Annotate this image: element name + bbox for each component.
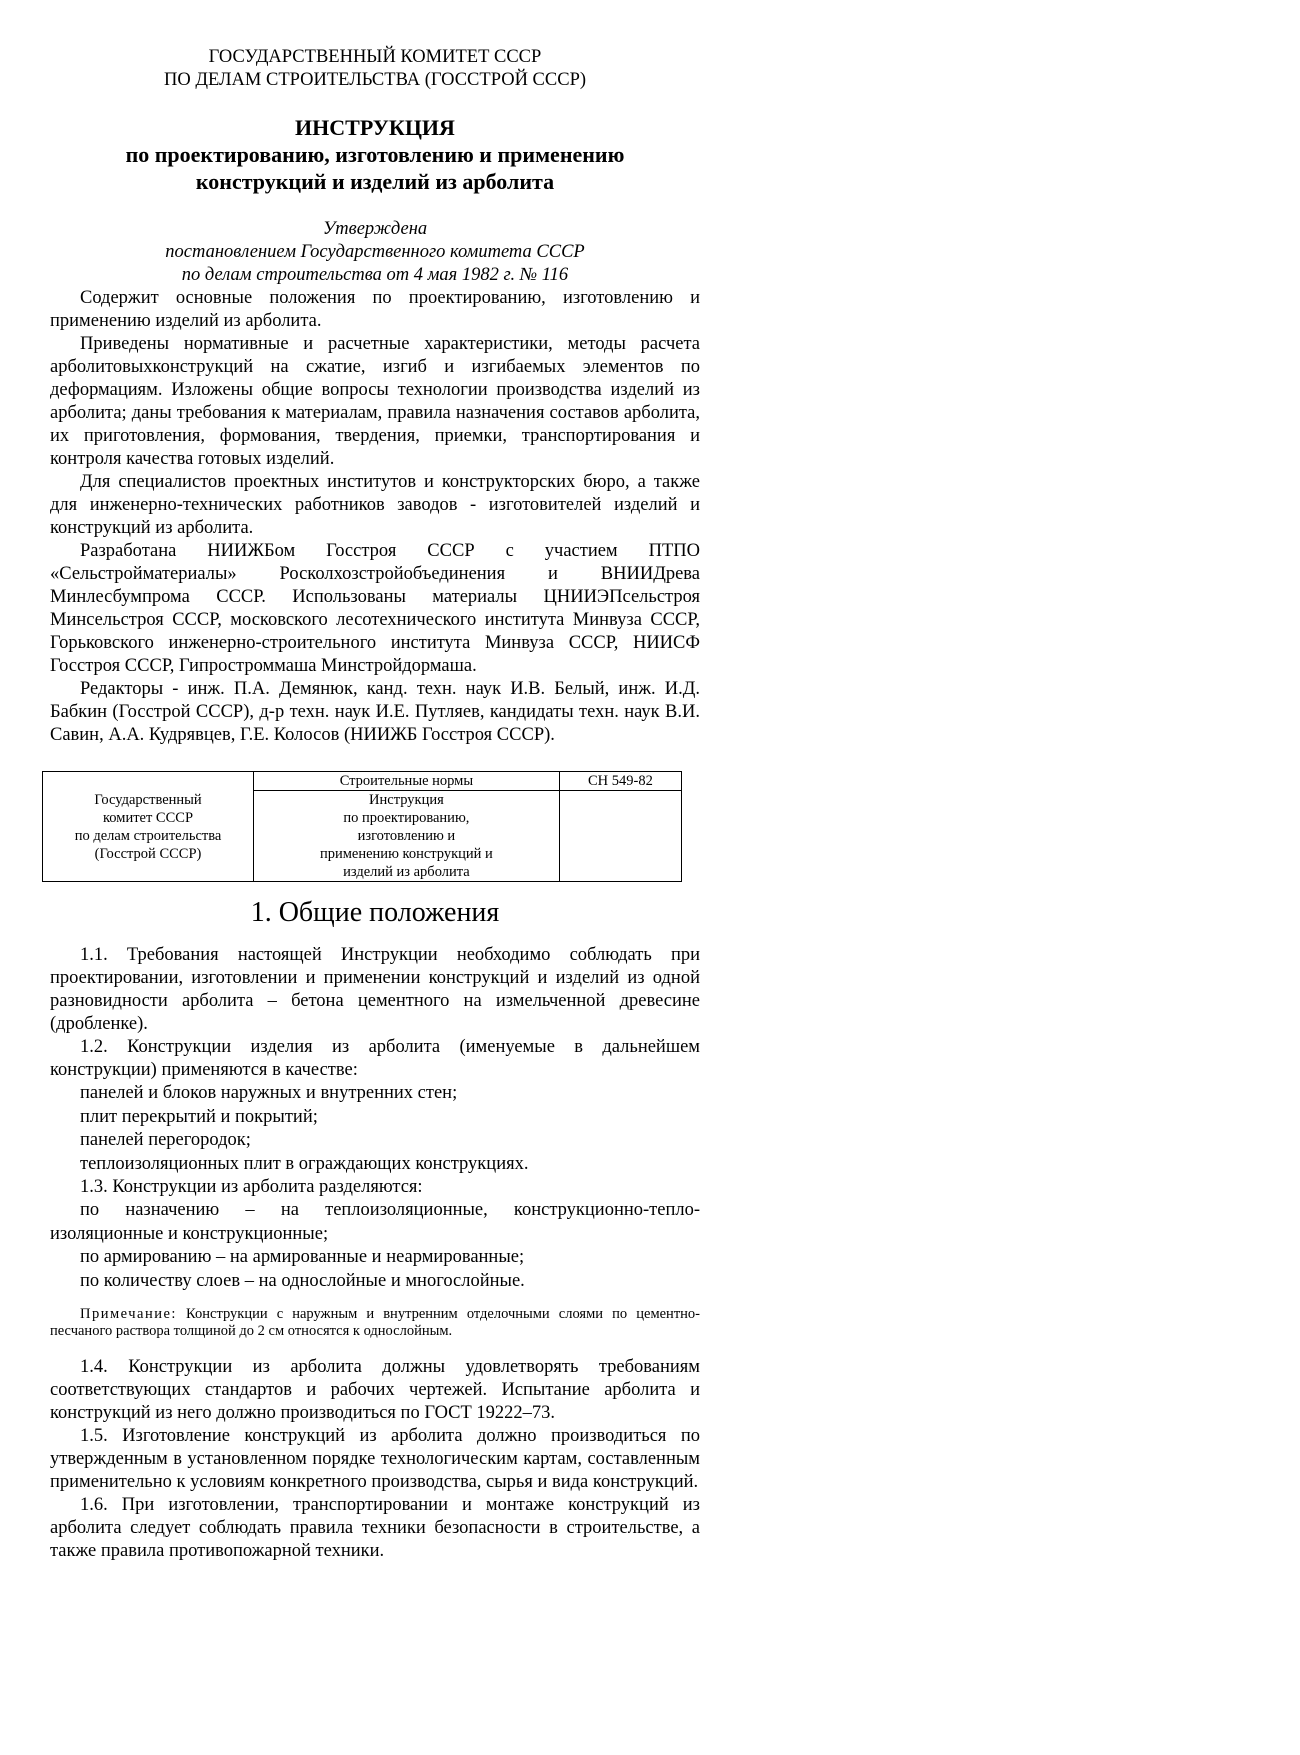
clause-1-3: 1.3. Конструкции из арболита разделяются: [80,1177,423,1197]
list-item: плит перекрытий и покрытий; [80,1106,318,1127]
list-item: панелей и блоков наружных и внутренних стен; [80,1083,458,1103]
table-document-cell [254,791,560,882]
table-empty-cell [559,791,681,882]
title-line-2: по проектированию, изготовлению и применению [125,142,625,167]
clause-1-6: 1.6. При изготовлении, транспортировании и монтаже конструкций из арболита следует соблюдать правила техники безопасности в строительстве, а также правила противопожарной техники. [50,1495,700,1561]
intro-paragraph: Содержит основные положения по проектированию, изготовлению и применению изделий из арболита. [50,288,700,331]
title-line-1: ИНСТРУКЦИЯ [295,115,455,140]
document-page [50,46,700,1563]
table-agency-line: (Госстрой СССР) [94,845,202,862]
list-item: по количеству слоев – на однослойные и многослойные. [80,1270,525,1291]
table-agency-line: Государственный [94,791,202,808]
clause-1-2: 1.2. Конструкции изделия из арболита (именуемые в дальнейшем конструкции) применяются в качестве: [50,1037,700,1080]
table-doc-line: применению конструкций и [319,846,493,862]
intro-paragraph: Для специалистов проектных институтов и конструкторских бюро, а также для инженерно-технических работников заводов - изготовителей изделий и конструкций из арболита. [50,472,700,538]
list-item: теплоизоляционных плит в ограждающих конструкциях. [80,1153,529,1174]
intro-paragraph: Разработана НИИЖБом Госстроя СССР с участием ПТПО «Сельстройматериалы» Росколхозстройобъединения и ВНИИДрева Минлесбумпрома СССР. Использованы материалы ЦНИИЭПсельстроя Минсельстроя СССР, московского лесотехнического института Минвуза СССР, Горьковского инженерно-строительного института Минвуза СССР, НИИСФ Госстроя СССР, Гипростроммаша Минстройдормаша. [50,541,700,676]
approval-line-1: Утверждена [322,219,428,239]
note-text: Конструкции с наружным и внутренним отделочными слоями по цементно-песчаного раствора толщиной до 2 см относятся к однослойным. [50,1306,700,1339]
clause-1-5: 1.5. Изготовление конструкций из арболита должно производиться по утвержденным в установленном порядке технологическим картам, составленным применительно к условиям конкретного производства, сырья и вида конструкций. [50,1426,700,1492]
table-agency-line: комитет СССР [102,809,194,826]
agency-line-1: ГОСУДАРСТВЕННЫЙ КОМИТЕТ СССР [208,47,542,67]
agency-line-2: ПО ДЕЛАМ СТРОИТЕЛЬСТВА (ГОССТРОЙ СССР) [163,70,587,90]
note-label: Примечание: [80,1306,177,1322]
norms-header-table [42,771,682,882]
intro-paragraph: Приведены нормативные и расчетные характеристики, методы расчета арболитовыхконструкций на сжатие, изгиб и изгибаемых элементов по деформациям. Изложены общие вопросы технологии производства изделий из арболита; даны требования к материалам, правила назначения составов арболита, их приготовления, формования, твердения, приемки, транспортирования и контроля качества готовых изделий. [50,334,700,469]
approval-line-2: постановлением Государственного комитета СССР [165,242,585,262]
table-agency-cell [43,772,254,882]
table-doc-line: по проектированию, [343,810,470,826]
list-item: панелей перегородок; [80,1130,251,1150]
table-norms-cell: Строительные нормы [254,772,560,791]
clause-1-4: 1.4. Конструкции из арболита должны удовлетворять требованиям соответствующих стандартов и рабочих чертежей. Испытание арболита и конструкций из него должно производиться по ГОСТ 19222–73. [50,1357,700,1423]
table-doc-line: Инструкция [369,792,444,808]
note [50,1306,700,1340]
approval-line-3: по делам строительства от 4 мая 1982 г. № 116 [181,265,569,285]
intro-paragraph: Редакторы - инж. П.А. Демянюк, канд. техн. наук И.В. Белый, инж. И.Д. Бабкин (Госстрой СССР), д-р техн. наук И.Е. Путляев, кандидаты техн. наук В.И. Савин, А.А. Кудрявцев, Г.Е. Колосов (НИИЖБ Госстроя СССР). [50,679,700,745]
table-doc-line: изделий из арболита [343,864,470,880]
list-item: по назначению – на теплоизоляционные, конструкционно-тепло-изоляционные и конструкционные; [50,1200,700,1244]
table-doc-line: изготовлению и [357,828,456,844]
table-code-cell: СН 549-82 [559,772,681,791]
list-item: по армированию – на армированные и неармированные; [80,1247,525,1267]
agency-header [50,46,700,92]
document-title [50,114,700,195]
table-agency-line: по делам строительства [74,827,222,844]
title-line-3: конструкций и изделий из арболита [195,169,555,194]
table-row [43,772,682,791]
clause-1-1: 1.1. Требования настоящей Инструкции необходимо соблюдать при проектировании, изготовлении и применении конструкций и изделий из одной разновидности арболита – бетона цементного на измельченной древесине (дробленке). [50,945,700,1034]
section-heading: 1. Общие положения [250,897,500,928]
section-1-body [50,944,700,1563]
intro-section [50,287,700,747]
approval-block [50,218,700,287]
